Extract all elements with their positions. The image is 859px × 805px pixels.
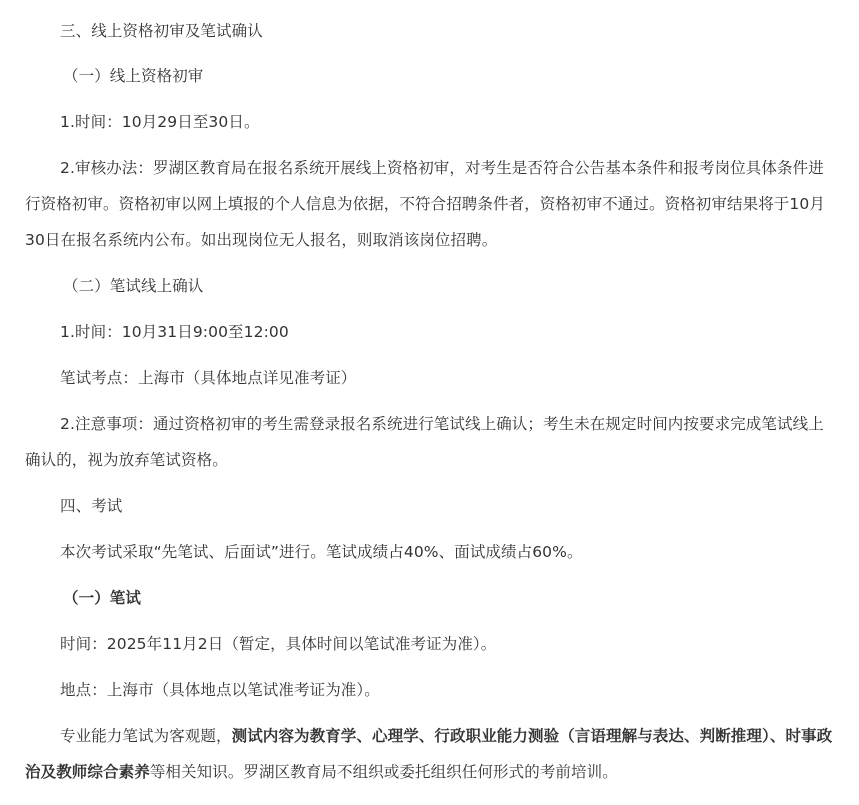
written-exam-content	[25, 718, 833, 790]
written-content-pre: 专业能力笔试为客观题，	[60, 727, 232, 745]
written-exam-time: 时间：2025年11月2日（暂定，具体时间以笔试准考证为准）。	[60, 635, 497, 653]
written-exam-location: 地点：上海市（具体地点以笔试准考证为准）。	[60, 681, 380, 699]
written-content-bold: 测试内容为教育学、心理学、行政职业能力测验（言语理解与表达、判断推理）、时事政治及教师综合素养	[25, 727, 833, 781]
subsection-1-method: 2.审核办法：罗湖区教育局在报名系统开展线上资格初审，对考生是否符合公告基本条件和报考岗位具体条件进行资格初审。资格初审以网上填报的个人信息为依据，不符合招聘条件者，资格初审不通过。资格初审结果将于10月30日在报名系统内公布。如出现岗位无人报名，则取消该岗位招聘。	[25, 159, 825, 249]
section-3-heading: 三、线上资格初审及笔试确认	[60, 22, 263, 40]
subsection-2-heading: （二）笔试线上确认	[63, 277, 204, 295]
subsection-1-heading: （一）线上资格初审	[63, 67, 204, 85]
section-4-heading: 四、考试	[60, 497, 123, 515]
subsection-2-time: 1.时间：10月31日9:00至12:00	[60, 323, 289, 341]
subsection-2-location: 笔试考点：上海市（具体地点详见准考证）	[60, 369, 357, 387]
written-content-post: 等相关知识。罗湖区教育局不组织或委托组织任何形式的考前培训。	[149, 763, 618, 781]
exam-intro: 本次考试采取“先笔试、后面试”进行。笔试成绩占40%、面试成绩占60%。	[60, 543, 583, 561]
subsection-2-notes: 2.注意事项：通过资格初审的考生需登录报名系统进行笔试线上确认；考生未在规定时间内按要求完成笔试线上确认的，视为放弃笔试资格。	[25, 415, 824, 469]
written-exam-heading: （一）笔试	[63, 589, 142, 607]
subsection-1-time: 1.时间：10月29日至30日。	[60, 113, 260, 131]
